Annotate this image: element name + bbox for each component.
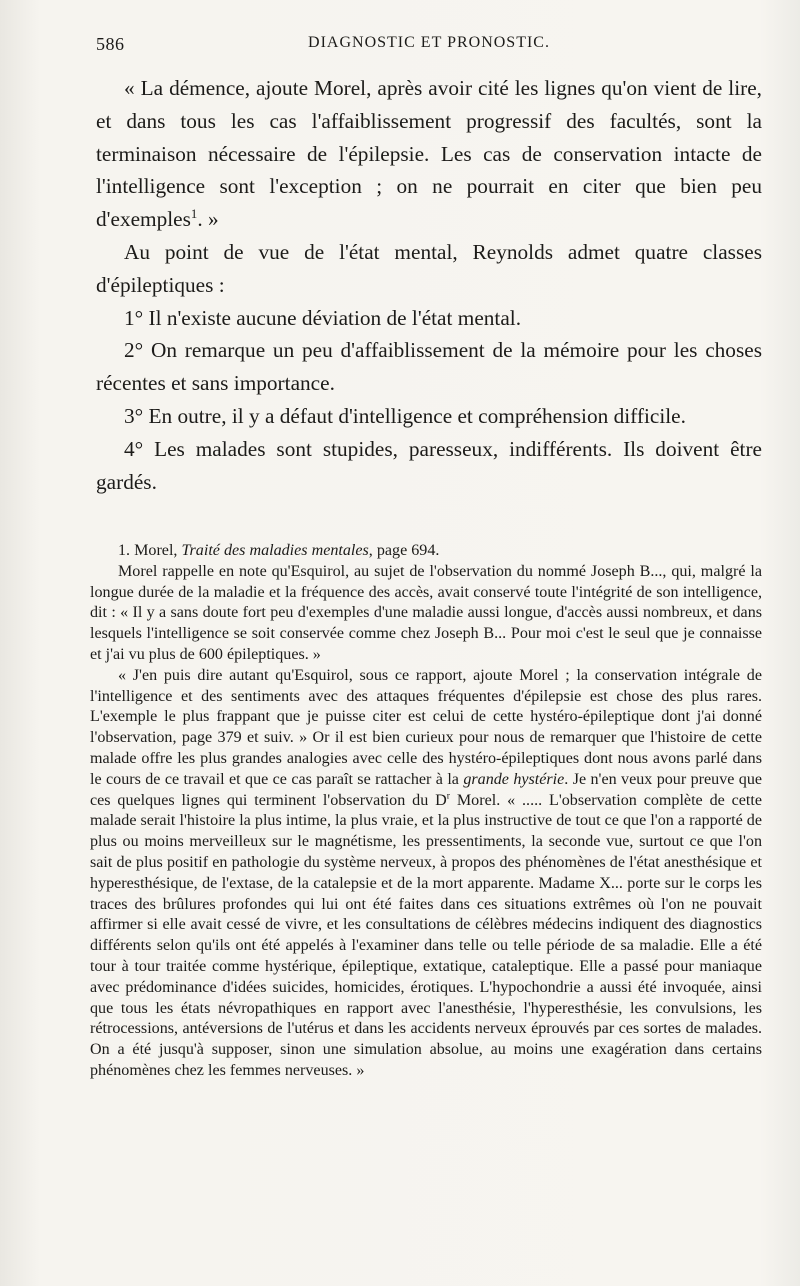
paragraph: Au point de vue de l'état mental, Reynolds admet quatre classes d'épileptiques : — [96, 239, 762, 297]
page-header — [96, 34, 762, 58]
list-item: 1° Il n'existe aucune déviation de l'état mental. — [124, 305, 522, 330]
footnote-number: 1. Morel, — [118, 542, 182, 559]
footnote-text: Morel. « ..... L'observation complète de cette malade serait l'histoire la plus intime, la plus vraie, et la plus instructive de tout ce que l'on a rapporté de plus ou moins merveilleux sur le magnétisme, les pressentiments, la seconde vue, surtout ce que l'on sait de plus positif en pathologie du système nerveux, à propos des phénomènes de l'état anesthésique et hyperesthésique, de l'extase, de la catalepsie et de la mort apparente. Madame X... porte sur le corps les traces des brûlures profondes qui lui ont été faites dans ces situations extrêmes où l'on ne pouvait affirmer si elle avait cessé de vivre, et les consultations de célèbres médecins indiquent des diagnostics différents selon qu'ils ont été appelés à l'examiner dans telle ou telle période de sa maladie. Elle a été tour à tour traitée comme hystérique, épileptique, extatique, cataleptique. Elle a passé pour maniaque avec prédominance d'idées suicides, homicides, érotiques. L'hypochondrie a aussi été invoquée, ainsi que tous les états névropathiques en rapport avec l'anesthésie, l'hyperesthésie, les convulsions, les rétrocessions, antéversions de l'utérus et dans les accidents nerveux éprouvés par ces sortes de malades. On a été jusqu'à supposer, sinon une simulation absolue, au moins une exagération dans certains phénomènes chez les femmes nerveuses. » — [90, 791, 763, 1079]
book-title: Traité des maladies mentales — [181, 542, 369, 559]
list-item: 2° On remarque un peu d'affaiblissement de la mémoire pour les choses récentes et sans importance. — [96, 338, 762, 396]
footnote-reference-line — [90, 541, 762, 562]
running-head: DIAGNOSTIC ET PRONOSTIC. — [308, 34, 550, 51]
paragraph-text: « La démence, ajoute Morel, après avoir cité les lignes qu'on vient de lire, et dans tous les cas l'affaiblissement progressif des facultés, sont la terminaison nécessaire de l'épilepsie. Les cas de conservation intacte de l'intelligence sont l'exception ; on ne pourrait en citer que bien peu d'exemples — [96, 76, 762, 232]
page-number: 586 — [96, 34, 125, 54]
emphasis: grande hystérie — [463, 770, 565, 788]
footnote-paragraph: Morel rappelle en note qu'Esquirol, au sujet de l'observation du nommé Joseph B..., qui, malgré la longue durée de la maladie et la fréquence des accès, avait conservé toute l'intégrité de son intelligence, dit : « Il y a sans doute fort peu d'exemples d'une maladie aussi longue, d'accès aussi nombreux, et dans lesquels l'intelligence se soit conservée comme chez Joseph B... Pour moi c'est le seul que je connaisse et j'ai vu plus de 600 épileptiques. » — [90, 562, 762, 663]
footnote-text: « J'en puis dire autant qu'Esquirol, sous ce rapport, ajoute Morel ; la conservation intégrale de l'intelligence et des sentiments avec des attaques fréquentes d'épilepsie est chose des plus rares. L'exemple le plus frappant que je puisse citer est celui de cette hystéro-épileptique dont j'ai donné l'observation, page 379 et suiv. » Or il est bien curieux pour nous de remarquer que l'histoire de cette malade offre les plus grandes analogies avec celle des hystéro-épileptiques dont nous avons parlé dans le cours de ce travail et que ce cas paraît se rattacher à la — [90, 666, 762, 788]
list-item: 3° En outre, il y a défaut d'intelligence et compréhension difficile. — [124, 403, 686, 428]
footnote-page: , page 694. — [368, 542, 440, 559]
footnotes — [90, 541, 762, 1082]
paragraph-text-end: . » — [197, 207, 219, 232]
footnote-paragraph — [90, 666, 762, 1082]
footnote-text: . Je n'en veux pour preuve que ces quelques lignes qui terminent l'observation du D — [90, 770, 763, 809]
footnote-reference[interactable]: 1 — [190, 207, 198, 222]
paragraph — [96, 72, 762, 236]
main-text — [96, 72, 762, 498]
superscript: r — [446, 790, 450, 802]
list-item: 4° Les malades sont stupides, paresseux, indifférents. Ils doivent être gardés. — [96, 436, 762, 494]
